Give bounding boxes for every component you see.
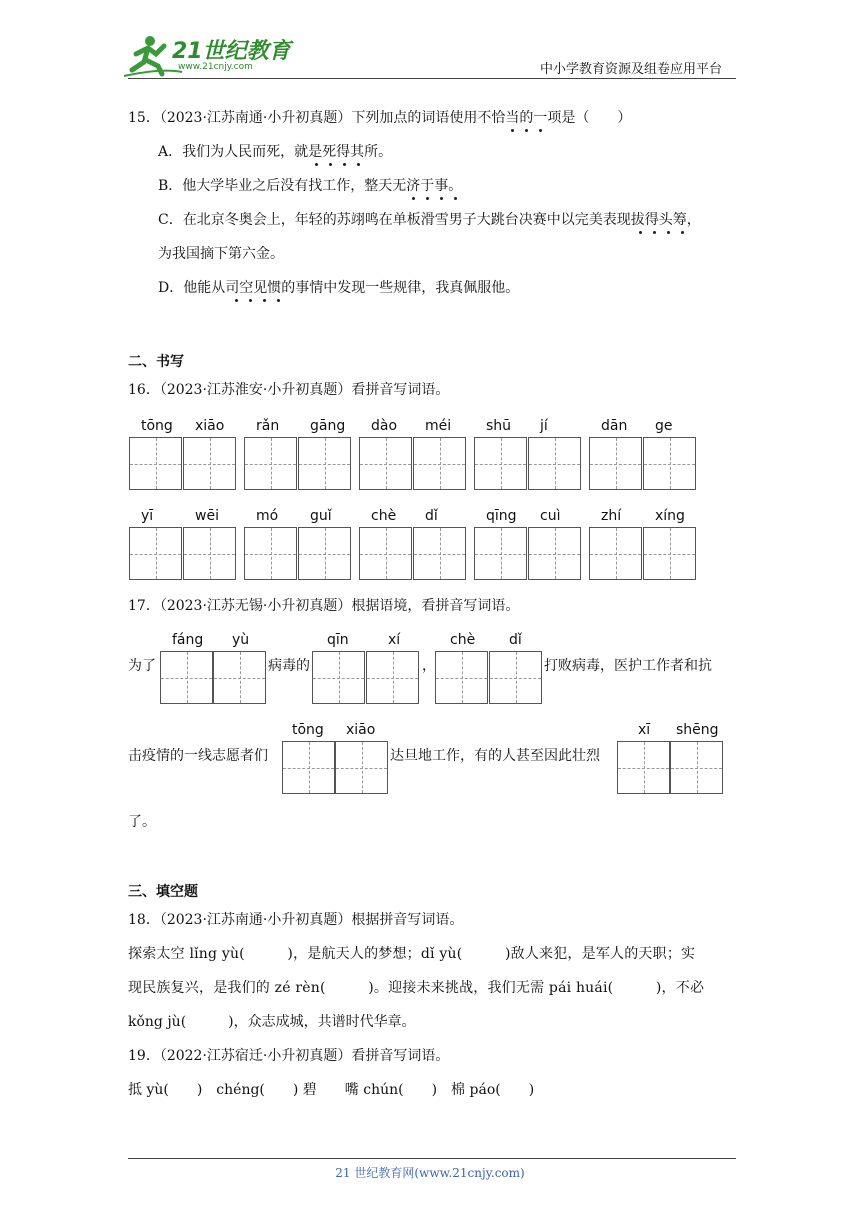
site-logo — [122, 32, 292, 78]
writing-box[interactable] — [435, 651, 488, 704]
q16-pinyin: ge — [655, 418, 673, 434]
q17-text: 病毒的 — [268, 658, 310, 674]
q16-pinyin: jí — [540, 418, 548, 434]
q18-line: kǒng jù( )，众志成城，共谱时代华章。 — [128, 1014, 416, 1030]
writing-box[interactable] — [413, 437, 466, 490]
q15-option-d: D．他能从司空见惯的事情中发现一些规律，我真佩服他。 — [158, 280, 520, 296]
q16-pinyin: wēi — [195, 508, 219, 524]
q16-pinyin: dān — [601, 418, 628, 434]
q18-line: 探索太空 lǐng yù( )，是航天人的梦想；dǐ yù( )敌人来犯，是军人的天职；实 — [128, 946, 696, 962]
section-heading-writing: 二、书写 — [128, 354, 184, 370]
q17-pinyin: yù — [232, 632, 250, 648]
dotted-word: 不恰当 — [477, 110, 520, 126]
q16-pinyin: cuì — [540, 508, 561, 524]
writing-box[interactable] — [589, 437, 642, 490]
q16-pinyin: mó — [256, 508, 279, 524]
footer-text: 21 世纪教育网(www.21cnjy.com) — [335, 1166, 525, 1180]
q16-pinyin: qīng — [486, 508, 517, 524]
writing-box[interactable] — [183, 527, 236, 580]
writing-box[interactable] — [335, 741, 388, 794]
site-name: 中小学教育资源及组卷应用平台 — [540, 62, 723, 77]
writing-box[interactable] — [528, 527, 581, 580]
writing-box[interactable] — [298, 437, 351, 490]
writing-box[interactable] — [282, 741, 335, 794]
q16-pinyin: xíng — [655, 508, 685, 524]
writing-box[interactable] — [670, 741, 723, 794]
writing-box[interactable] — [244, 527, 297, 580]
writing-box[interactable] — [213, 651, 266, 704]
writing-box[interactable] — [298, 527, 351, 580]
q16-pinyin: xiāo — [195, 418, 225, 434]
q17-pinyin: xī — [638, 722, 651, 738]
q17-text: 为了 — [128, 658, 156, 674]
q17-text: 达旦地工作，有的人甚至因此壮烈 — [390, 748, 600, 764]
writing-box[interactable] — [489, 651, 542, 704]
q16-pinyin: tōng — [141, 418, 173, 434]
writing-box[interactable] — [474, 527, 527, 580]
section-heading-fill: 三、填空题 — [128, 884, 198, 900]
q17-text: 打败病毒，医护工作者和抗 — [544, 658, 712, 674]
q15-option-a: A．我们为人民而死，就是死得其所。 — [158, 144, 393, 160]
writing-box[interactable] — [312, 651, 365, 704]
writing-box[interactable] — [589, 527, 642, 580]
q15-stem: 15．（2023·江苏南通·小升初真题）下列加点的词语使用不恰当的一项是（ ） — [128, 110, 632, 126]
writing-box[interactable] — [366, 651, 419, 704]
writing-box[interactable] — [528, 437, 581, 490]
q19-stem: 19．（2022·江苏宿迁·小升初真题）看拼音写词语。 — [128, 1048, 450, 1064]
q19-line: 抵 yù( ) chéng( ) 碧 嘴 chún( ) 棉 páo( ) — [128, 1082, 535, 1098]
q17-pinyin: fáng — [172, 632, 204, 648]
q16-pinyin: guǐ — [310, 508, 332, 524]
q17-pinyin: shēng — [676, 722, 719, 738]
q16-pinyin: zhí — [601, 508, 622, 524]
writing-box[interactable] — [474, 437, 527, 490]
writing-box[interactable] — [617, 741, 670, 794]
q17-pinyin: tōng — [292, 722, 324, 738]
writing-box[interactable] — [244, 437, 297, 490]
writing-box[interactable] — [129, 527, 182, 580]
q18-stem: 18．（2023·江苏南通·小升初真题）根据拼音写词语。 — [128, 912, 464, 928]
q16-pinyin: gāng — [310, 418, 346, 434]
q17-stem: 17．（2023·江苏无锡·小升初真题）根据语境，看拼音写词语。 — [128, 598, 520, 614]
footer-divider — [128, 1158, 736, 1159]
writing-box[interactable] — [643, 437, 696, 490]
q16-pinyin: dào — [371, 418, 398, 434]
writing-box[interactable] — [359, 527, 412, 580]
writing-box[interactable] — [129, 437, 182, 490]
q16-pinyin: yī — [141, 508, 154, 524]
q17-text: ， — [422, 658, 436, 674]
q15-option-b: B．他大学毕业之后没有找工作，整天无济于事。 — [158, 178, 463, 194]
writing-box[interactable] — [643, 527, 696, 580]
q17-text: 了。 — [128, 814, 156, 830]
q17-pinyin: qīn — [327, 632, 349, 648]
q18-line: 现民族复兴，是我们的 zé rèn( )。迎接未来挑战，我们无需 pái huái( )，不必 — [128, 980, 705, 996]
q17-pinyin: dǐ — [509, 632, 522, 648]
writing-box[interactable] — [413, 527, 466, 580]
q15-option-c-line1: C．在北京冬奥会上，年轻的苏翊鸣在单板滑雪男子大跳台决赛中以完美表现拔得头筹， — [158, 212, 701, 228]
q16-stem: 16．（2023·江苏淮安·小升初真题）看拼音写词语。 — [128, 382, 450, 398]
q17-text: 击疫情的一线志愿者们 — [128, 748, 268, 764]
q16-pinyin: shū — [486, 418, 512, 434]
logo-text: 21世纪教育 — [172, 39, 291, 64]
logo-url: www.21cnjy.com — [178, 62, 253, 72]
writing-box[interactable] — [359, 437, 412, 490]
q17-pinyin: xí — [388, 632, 401, 648]
q17-pinyin: xiāo — [346, 722, 376, 738]
q15-option-c-line2: 为我国摘下第六金。 — [158, 246, 284, 262]
writing-box[interactable] — [160, 651, 213, 704]
q16-pinyin: chè — [371, 508, 397, 524]
writing-box[interactable] — [183, 437, 236, 490]
q16-pinyin: méi — [425, 418, 452, 434]
q16-pinyin: rǎn — [256, 418, 280, 434]
header-divider — [128, 78, 736, 79]
q17-pinyin: chè — [450, 632, 476, 648]
q16-pinyin: dǐ — [425, 508, 438, 524]
